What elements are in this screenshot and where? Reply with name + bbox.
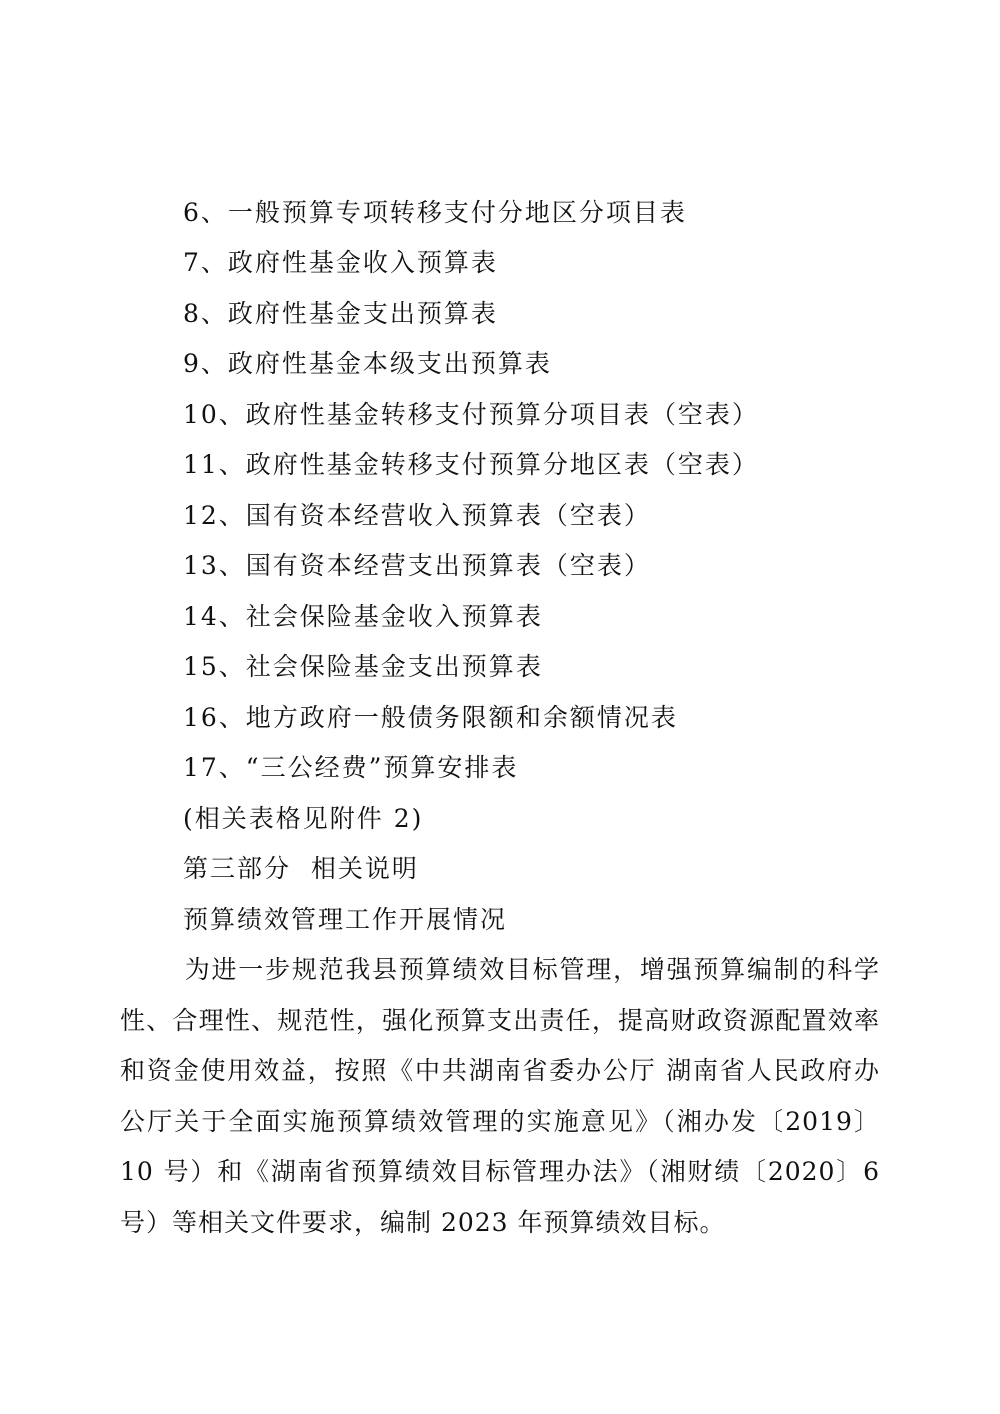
body-paragraph (120, 945, 880, 1249)
list-item: 11、政府性基金转移支付预算分地区表（空表） (183, 450, 759, 479)
attachment-note: (相关表格见附件 2) (183, 804, 424, 833)
list-item: 8、政府性基金支出预算表 (183, 299, 498, 328)
list-item: 13、国有资本经营支出预算表（空表） (183, 551, 651, 580)
list-item: 14、社会保险基金收入预算表 (183, 602, 543, 631)
list-item: 9、政府性基金本级支出预算表 (183, 349, 552, 378)
list-item: 17、“三公经费”预算安排表 (183, 753, 519, 782)
body-paragraph-text: 为进一步规范我县预算绩效目标管理，增强预算编制的科学性、合理性、规范性，强化预算支出责任，提高财政资源配置效率和资金使用效益，按照《中共湖南省委办公厅 湖南省人民政府办公厅关于全面实施预算绩效管理的实施意见》（湘办发〔2019〕10 号）和《湖南省预算绩效目标管理办法》（湘财绩〔2020〕6 号）等相关文件要求，编制 2023 年预算绩效目标。 (120, 955, 880, 1237)
list-item: 10、政府性基金转移支付预算分项目表（空表） (183, 400, 759, 429)
list-item: 16、地方政府一般债务限额和余额情况表 (183, 703, 678, 732)
section-title: 第三部分 相关说明 (183, 854, 419, 883)
list-item: 12、国有资本经营收入预算表（空表） (183, 501, 651, 530)
list-item: 7、政府性基金收入预算表 (183, 248, 498, 277)
list-item: 6、一般预算专项转移支付分地区分项目表 (183, 198, 687, 227)
subsection-title: 预算绩效管理工作开展情况 (183, 905, 508, 934)
list-item: 15、社会保险基金支出预算表 (183, 652, 543, 681)
